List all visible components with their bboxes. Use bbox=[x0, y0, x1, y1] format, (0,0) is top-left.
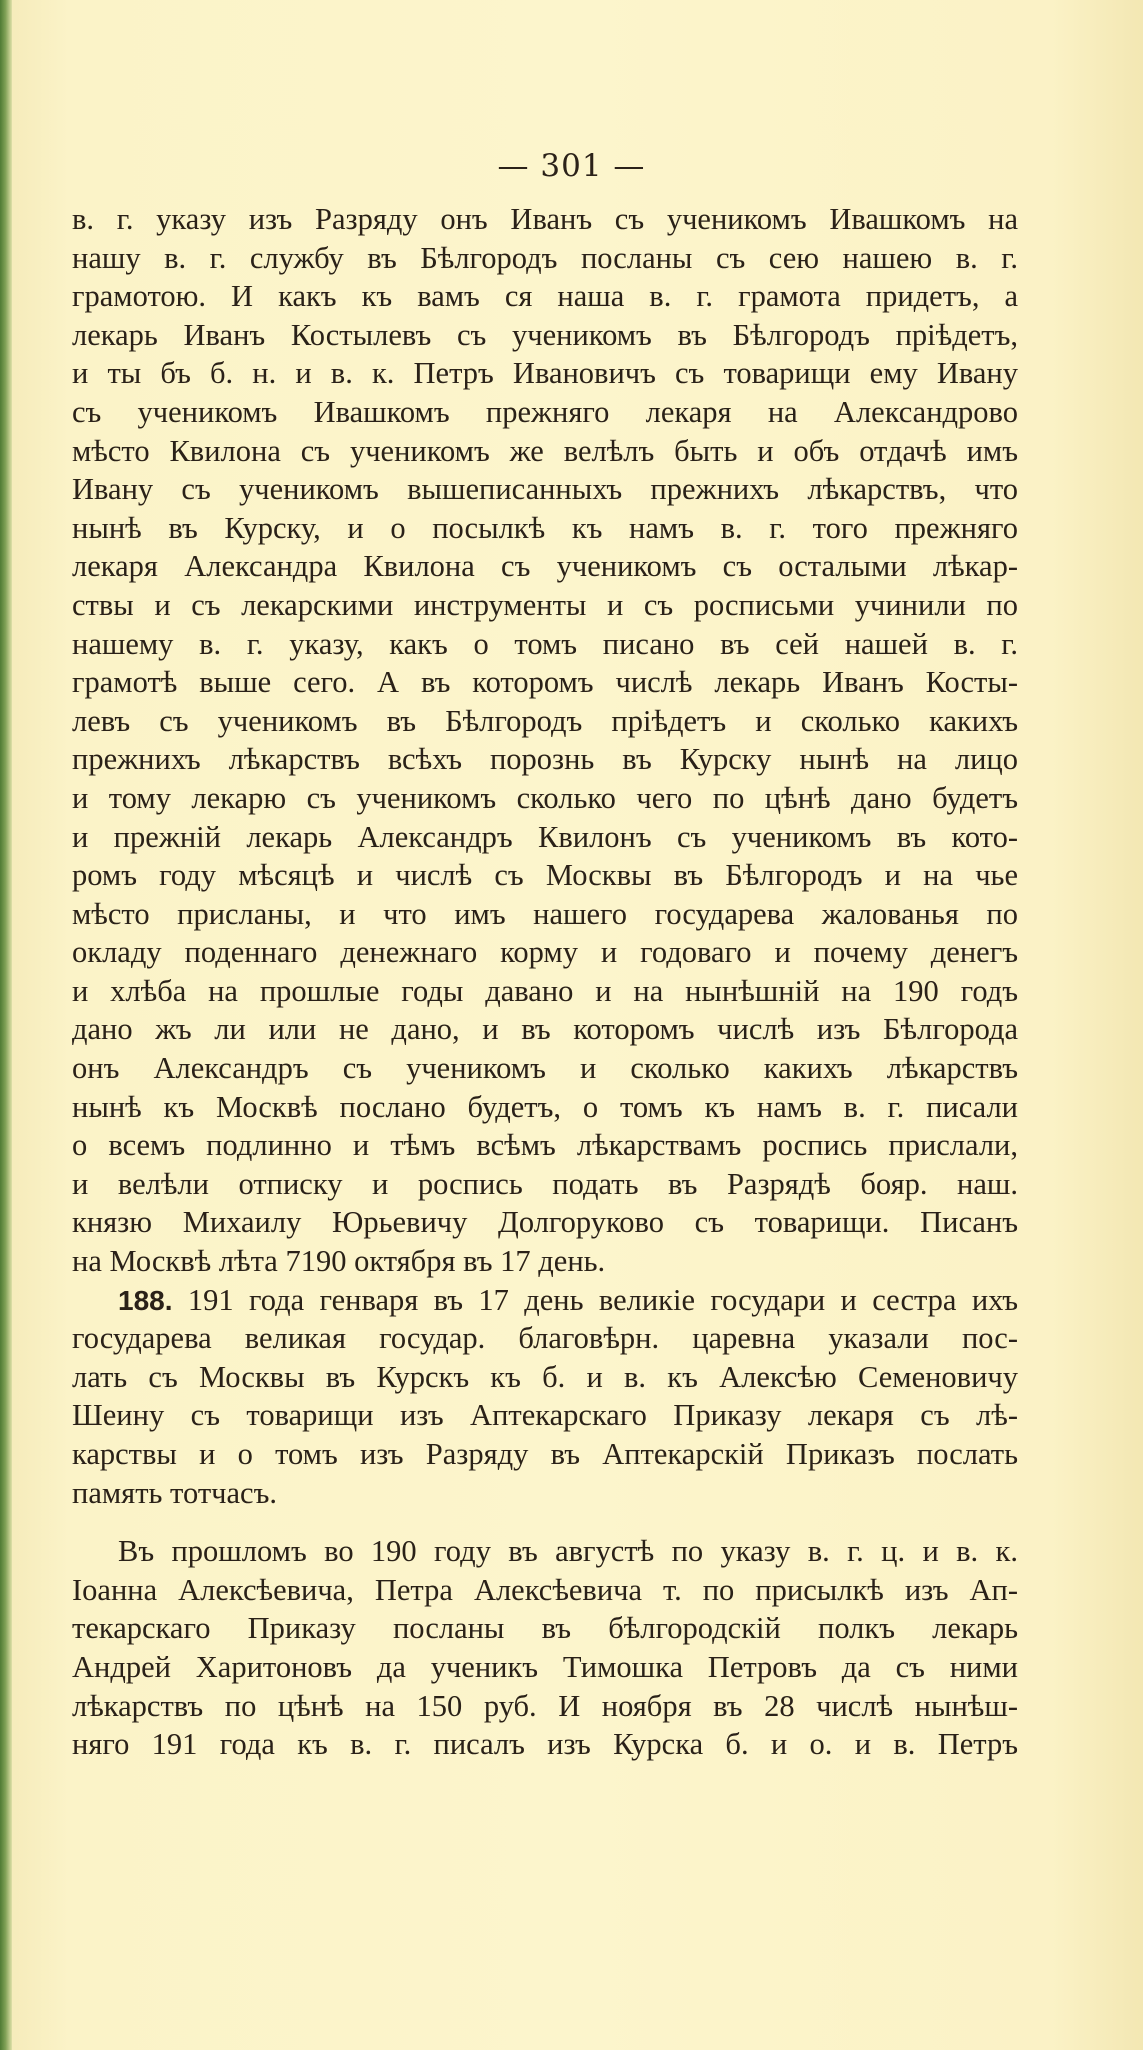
text-line: грамотою. И какъ къ вамъ ся наша в. г. грамота придетъ, а bbox=[72, 279, 1018, 314]
text-line: лѣкарствъ по цѣнѣ на 150 руб. И ноября въ 28 числѣ нынѣш- bbox=[72, 1688, 1018, 1723]
text-line: нынѣ къ Москвѣ послано будетъ, о томъ къ намъ в. г. писали bbox=[72, 1089, 1018, 1124]
text-line: о всемъ подлинно и тѣмъ всѣмъ лѣкарствамъ роспись прислали, bbox=[72, 1128, 1018, 1163]
entry-first-line bbox=[72, 1281, 1018, 1320]
text-line: на Москвѣ лѣта 7190 октября въ 17 день. bbox=[72, 1244, 606, 1279]
text-line: государева великая государ. благовѣрн. царевна указали пос- bbox=[72, 1321, 1018, 1356]
text-line: и тому лекарю съ ученикомъ сколько чего по цѣнѣ дано будетъ bbox=[72, 780, 1018, 815]
text-line: в. г. указу изъ Разряду онъ Иванъ съ ученикомъ Ивашкомъ на bbox=[72, 202, 1018, 236]
text-line: Ивану съ ученикомъ вышеписанныхъ прежнихъ лѣкарствъ, что bbox=[72, 472, 1018, 507]
text-line: Андрей Харитоновъ да ученикъ Тимошка Петровъ да съ ними bbox=[72, 1649, 1018, 1684]
text-line: дано жъ ли или не дано, и въ которомъ числѣ изъ Бѣлгорода bbox=[72, 1012, 1018, 1047]
text-line: онъ Александръ съ ученикомъ и сколько какихъ лѣкарствъ bbox=[72, 1051, 1018, 1086]
text-line: няго 191 года къ в. г. писалъ изъ Курска б. и о. и в. Петръ bbox=[72, 1727, 1018, 1762]
text-line: и прежній лекарь Александръ Квилонъ съ ученикомъ въ кото- bbox=[72, 819, 1018, 854]
text-line: левъ съ ученикомъ въ Бѣлгородъ пріѣдетъ и сколько какихъ bbox=[72, 703, 1018, 738]
text-line: Іоанна Алексѣевича, Петра Алексѣевича т. по присылкѣ изъ Ап- bbox=[72, 1572, 1018, 1607]
text-line: лать съ Москвы въ Курскъ къ б. и в. къ Алексѣю Семеновичу bbox=[72, 1359, 1018, 1394]
text-line: память тотчасъ. bbox=[72, 1475, 277, 1510]
text-line: окладу поденнаго денежнаго корму и годоваго и почему денегъ bbox=[72, 935, 1018, 970]
page-number: — 301 — bbox=[497, 148, 646, 184]
page-body bbox=[72, 200, 1018, 1764]
text-line: грамотѣ выше сего. А въ которомъ числѣ лекарь Иванъ Косты- bbox=[72, 665, 1018, 700]
paragraph-gap bbox=[72, 1512, 1018, 1532]
paragraph-3 bbox=[72, 1532, 1018, 1764]
text-line: нынѣ въ Курску, и о посылкѣ къ намъ в. г. того прежняго bbox=[72, 510, 1018, 545]
text-line: мѣсто Квилона съ ученикомъ же велѣлъ быть и объ отдачѣ имъ bbox=[72, 433, 1018, 468]
entry-first-line-text: 191 года генваря въ 17 день великіе государи и сестра ихъ bbox=[187, 1282, 1018, 1317]
text-line: Въ прошломъ во 190 году въ августѣ по указу в. г. ц. и в. к. bbox=[118, 1534, 1018, 1569]
text-line: прежнихъ лѣкарствъ всѣхъ порознь въ Курску нынѣ на лицо bbox=[72, 742, 1018, 777]
text-line: карствы и о томъ изъ Разряду въ Аптекарскій Приказъ послать bbox=[72, 1437, 1018, 1471]
text-line: князю Михаилу Юрьевичу Долгоруково съ товарищи. Писанъ bbox=[72, 1205, 1018, 1240]
text-line: лекаря Александра Квилона съ ученикомъ съ осталыми лѣкар- bbox=[72, 549, 1018, 584]
entry-188 bbox=[72, 1281, 1018, 1513]
text-line: съ ученикомъ Ивашкомъ прежняго лекаря на Александрово bbox=[72, 394, 1018, 429]
text-line: нашему в. г. указу, какъ о томъ писано въ сей нашей в. г. bbox=[72, 626, 1018, 661]
paragraph-1 bbox=[72, 200, 1018, 1281]
text-line: ромъ году мѣсяцѣ и числѣ съ Москвы въ Бѣлгородъ и на чье bbox=[72, 858, 1018, 893]
text-line: и велѣли отписку и роспись подать въ Разрядѣ бояр. наш. bbox=[72, 1166, 1018, 1201]
text-line: нашу в. г. службу въ Бѣлгородъ посланы съ сею нашею в. г. bbox=[72, 240, 1018, 275]
text-line: текарскаго Приказу посланы въ бѣлгородскій полкъ лекарь bbox=[72, 1611, 1018, 1646]
text-line: Шеину съ товарищи изъ Аптекарскаго Приказу лекаря съ лѣ- bbox=[72, 1398, 1018, 1433]
text-line: и хлѣба на прошлые годы давано и на нынѣшній на 190 годъ bbox=[72, 973, 1018, 1008]
text-line: мѣсто присланы, и что имъ нашего государева жалованья по bbox=[72, 896, 1018, 931]
text-line: и ты бъ б. н. и в. к. Петръ Ивановичъ съ товарищи ему Ивану bbox=[72, 356, 1018, 391]
text-line: лекарь Иванъ Костылевъ съ ученикомъ въ Бѣлгородъ пріѣдетъ, bbox=[72, 317, 1018, 352]
entry-number: 188. bbox=[118, 1284, 173, 1316]
binding-edge bbox=[0, 0, 12, 2050]
text-line: ствы и съ лекарскими инструменты и съ росписьми учинили по bbox=[72, 587, 1018, 622]
